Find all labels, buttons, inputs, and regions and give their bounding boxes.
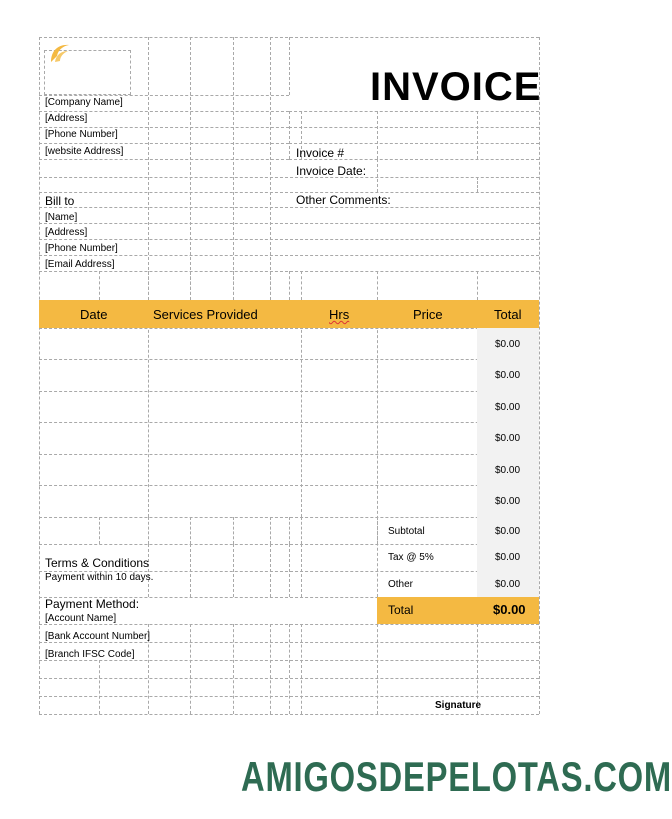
grid-line: [289, 127, 539, 128]
grid-line: [39, 192, 539, 193]
grid-line: [233, 544, 234, 597]
bank-account-number: [Bank Account Number]: [45, 631, 151, 642]
grid-line: [39, 127, 289, 128]
grid-line: [39, 359, 539, 360]
grid-line: [39, 95, 289, 96]
grid-line: [270, 624, 271, 714]
grid-line: [39, 223, 539, 224]
grid-line: [39, 37, 40, 714]
bill-to-label: Bill to: [45, 194, 75, 208]
grid-line: [39, 714, 539, 715]
grid-line: [99, 660, 100, 714]
grid-line: [39, 328, 539, 329]
other-value: $0.00: [495, 579, 521, 590]
grid-line: [301, 624, 302, 714]
grid-line: [377, 111, 378, 159]
subtotal-label: Subtotal: [388, 526, 425, 537]
grid-line: [233, 517, 234, 544]
grid-line: [377, 159, 378, 192]
grid-line: [39, 391, 539, 392]
terms-label: Terms & Conditions: [45, 556, 150, 570]
grid-line: [39, 239, 539, 240]
header-services: Services Provided: [153, 307, 258, 322]
grid-line: [289, 111, 290, 159]
grid-line: [39, 207, 539, 208]
grid-line: [301, 517, 302, 544]
grid-line: [39, 255, 539, 256]
grid-line: [477, 271, 478, 300]
grid-line: [148, 517, 149, 544]
signature-label: Signature: [435, 700, 482, 711]
grid-line: [270, 517, 271, 544]
invoice-number-label: Invoice #: [296, 146, 345, 160]
grid-line: [233, 37, 234, 300]
invoice-sheet: [39, 37, 542, 714]
grid-line: [39, 177, 539, 178]
header-total: Total: [494, 307, 522, 322]
grid-line: [148, 300, 149, 517]
grid-line: [39, 159, 289, 160]
grid-line: [99, 271, 100, 300]
grid-line: [301, 300, 302, 517]
grid-line: [539, 37, 540, 714]
grid-line: [289, 517, 290, 544]
row-total: $0.00: [495, 465, 521, 476]
grid-line: [377, 517, 378, 597]
header-date: Date: [80, 307, 108, 322]
bill-to-address: [Address]: [45, 227, 88, 238]
grid-line: [39, 485, 539, 486]
grid-line: [289, 111, 539, 112]
watermark-text: AMIGOSDEPELOTAS.COM: [241, 753, 672, 800]
header-price: Price: [413, 307, 443, 322]
bill-to-name: [Name]: [45, 212, 78, 223]
grid-line: [270, 271, 271, 300]
grid-line: [148, 271, 149, 300]
company-phone: [Phone Number]: [45, 129, 118, 140]
grand-total-bar: [377, 597, 539, 624]
grid-line: [289, 271, 290, 300]
terms-text: Payment within 10 days.: [45, 572, 154, 583]
logo-box: [44, 50, 131, 95]
payment-method-label: Payment Method:: [45, 597, 140, 611]
grid-line: [377, 624, 378, 714]
grand-total-label: Total: [388, 603, 414, 617]
grid-line: [39, 143, 289, 144]
company-logo-icon: [47, 40, 73, 66]
grid-line: [190, 624, 191, 714]
bill-to-email: [Email Address]: [45, 259, 115, 270]
grid-line: [233, 624, 234, 714]
row-total: $0.00: [495, 339, 521, 350]
grid-line: [270, 544, 271, 597]
grand-total-value: $0.00: [493, 602, 526, 617]
grid-line: [377, 271, 378, 300]
company-website: [website Address]: [45, 146, 124, 157]
header-hrs: Hrs: [329, 307, 350, 322]
grid-line: [190, 271, 191, 300]
other-comments-label: Other Comments:: [296, 193, 391, 207]
grid-line: [39, 454, 539, 455]
row-total: $0.00: [495, 496, 521, 507]
company-name: [Company Name]: [45, 97, 123, 108]
grid-line: [39, 422, 539, 423]
row-total: $0.00: [495, 370, 521, 381]
tax-value: $0.00: [495, 552, 521, 563]
other-label: Other: [388, 579, 414, 590]
row-total: $0.00: [495, 433, 521, 444]
invoice-date-label: Invoice Date:: [296, 164, 367, 178]
grid-line: [289, 544, 290, 597]
grid-line: [190, 37, 191, 300]
grid-line: [270, 37, 271, 300]
grid-line: [289, 37, 290, 95]
grid-line: [477, 111, 478, 159]
grid-line: [233, 271, 234, 300]
grid-line: [377, 300, 378, 544]
company-address: [Address]: [45, 113, 88, 124]
grid-line: [477, 177, 478, 192]
grid-line: [190, 517, 191, 544]
grid-line: [289, 624, 290, 714]
grid-line: [148, 37, 149, 300]
grid-line: [99, 517, 100, 544]
tax-label: Tax @ 5%: [388, 552, 434, 563]
subtotal-value: $0.00: [495, 526, 521, 537]
invoice-title: INVOICE: [370, 65, 542, 109]
grid-line: [190, 544, 191, 597]
grid-line: [301, 544, 302, 597]
grid-line: [301, 271, 302, 300]
grid-line: [39, 111, 289, 112]
grid-line: [148, 544, 149, 597]
table-header: [39, 300, 539, 328]
grid-line: [289, 143, 539, 144]
bill-to-phone: [Phone Number]: [45, 243, 118, 254]
branch-ifsc-code: [Branch IFSC Code]: [45, 649, 135, 660]
account-name: [Account Name]: [45, 613, 117, 624]
row-total: $0.00: [495, 402, 521, 413]
